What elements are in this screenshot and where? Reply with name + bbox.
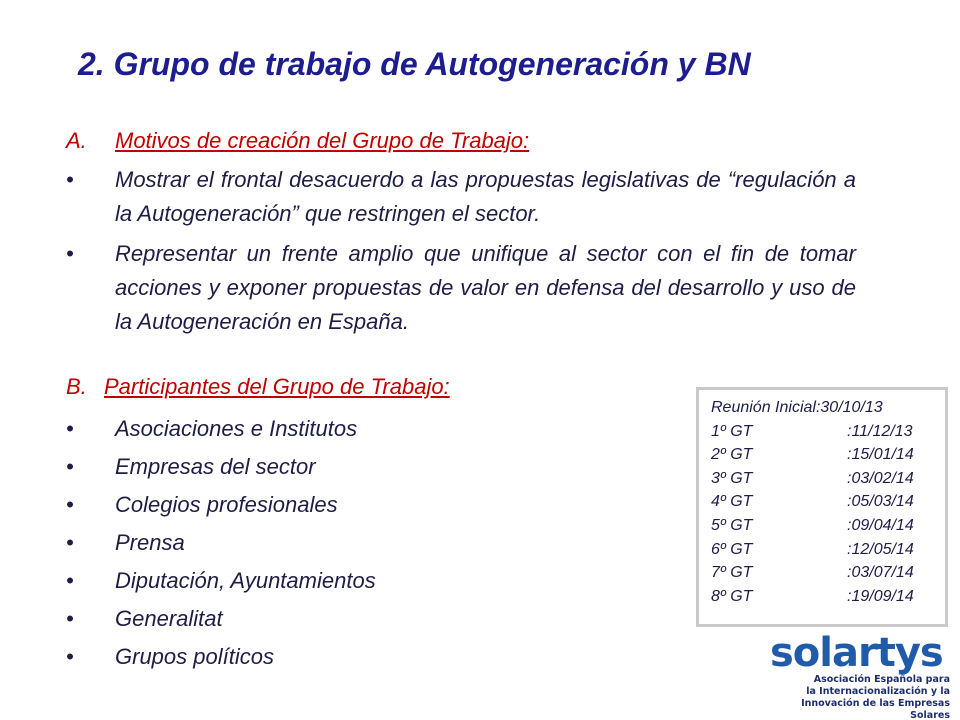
bullet-text: Asociaciones e Institutos — [115, 416, 358, 441]
schedule-date: :11/12/13 — [847, 422, 913, 440]
schedule-date: :03/07/14 — [847, 564, 914, 582]
schedule-row — [711, 585, 945, 609]
schedule-row — [711, 538, 945, 562]
schedule-date: :30/10/13 — [815, 399, 883, 416]
schedule-label: 1º GT — [711, 422, 753, 440]
section-b-title: Participantes del Grupo de Trabajo: — [104, 374, 450, 399]
bullet-text: Grupos políticos — [115, 644, 274, 669]
list-item — [66, 600, 376, 638]
bullet-text: Prensa — [115, 530, 185, 555]
slide-title: 2. Grupo de trabajo de Autogeneración y BN — [78, 46, 751, 82]
schedule-row — [711, 467, 945, 491]
logo-tagline — [770, 674, 950, 720]
schedule-row — [711, 396, 945, 420]
section-a-letter: A. — [66, 128, 87, 153]
schedule-date: :05/03/14 — [847, 493, 914, 511]
bullet-text: Colegios profesionales — [115, 492, 338, 517]
schedule-date: :12/05/14 — [847, 540, 914, 558]
list-item — [66, 410, 376, 448]
list-item — [66, 562, 376, 600]
schedule-label: 8º GT — [711, 587, 753, 605]
bullet-icon: • — [66, 416, 74, 441]
meeting-schedule-box — [696, 387, 948, 627]
bullet-icon: • — [66, 644, 74, 669]
schedule-label: Reunión Inicial — [711, 399, 816, 416]
schedule-date: :03/02/14 — [847, 469, 914, 487]
list-item — [66, 486, 376, 524]
bullet-text: Representar un frente amplio que unifique al sector con el fin de tomar acciones y exponer propuestas de valor en defensa del desarrollo y uso de la Autogeneración en España. — [115, 241, 856, 334]
logo-wordmark: solartys — [770, 630, 943, 676]
bullet-icon: • — [66, 606, 74, 631]
schedule-row — [711, 514, 945, 538]
bullet-icon: • — [66, 492, 74, 517]
section-b-letter: B. — [66, 374, 87, 399]
bullet-icon: • — [66, 241, 74, 266]
bullet-text: Mostrar el frontal desacuerdo a las propuestas legislativas de “regulación a la Autogeneración” que restringen el sector. — [115, 167, 856, 226]
logo-tagline-line: la Internacionalización y la — [806, 686, 950, 697]
logo-tagline-line: Asociación Española para — [813, 674, 950, 685]
bullet-icon: • — [66, 530, 74, 555]
list-item — [66, 163, 856, 231]
schedule-label: 2º GT — [711, 446, 753, 464]
schedule-row — [711, 561, 945, 585]
schedule-label: 3º GT — [711, 469, 753, 487]
schedule-date: :15/01/14 — [847, 446, 914, 464]
schedule-row — [711, 443, 945, 467]
section-a-heading — [66, 128, 529, 154]
schedule-label: 7º GT — [711, 564, 753, 582]
schedule-label: 5º GT — [711, 516, 753, 534]
section-a-title: Motivos de creación del Grupo de Trabajo: — [115, 128, 530, 153]
logo-tagline-line: Innovación de las Empresas Solares — [801, 698, 950, 720]
schedule-label: 6º GT — [711, 540, 753, 558]
bullet-text: Diputación, Ayuntamientos — [115, 568, 376, 593]
schedule-date: :09/04/14 — [847, 516, 914, 534]
bullet-text: Generalitat — [115, 606, 223, 631]
section-b-bullet-list — [66, 410, 376, 676]
section-a-bullet-list — [66, 163, 856, 345]
bullet-text: Empresas del sector — [115, 454, 316, 479]
bullet-icon: • — [66, 568, 74, 593]
bullet-icon: • — [66, 167, 74, 192]
section-b-heading — [66, 374, 450, 400]
schedule-row — [711, 420, 945, 444]
list-item — [66, 448, 376, 486]
schedule-date: :19/09/14 — [847, 587, 914, 605]
schedule-row — [711, 490, 945, 514]
solartys-logo — [770, 630, 950, 720]
bullet-icon: • — [66, 454, 74, 479]
list-item — [66, 237, 856, 339]
list-item — [66, 638, 376, 676]
schedule-label: 4º GT — [711, 493, 753, 511]
list-item — [66, 524, 376, 562]
